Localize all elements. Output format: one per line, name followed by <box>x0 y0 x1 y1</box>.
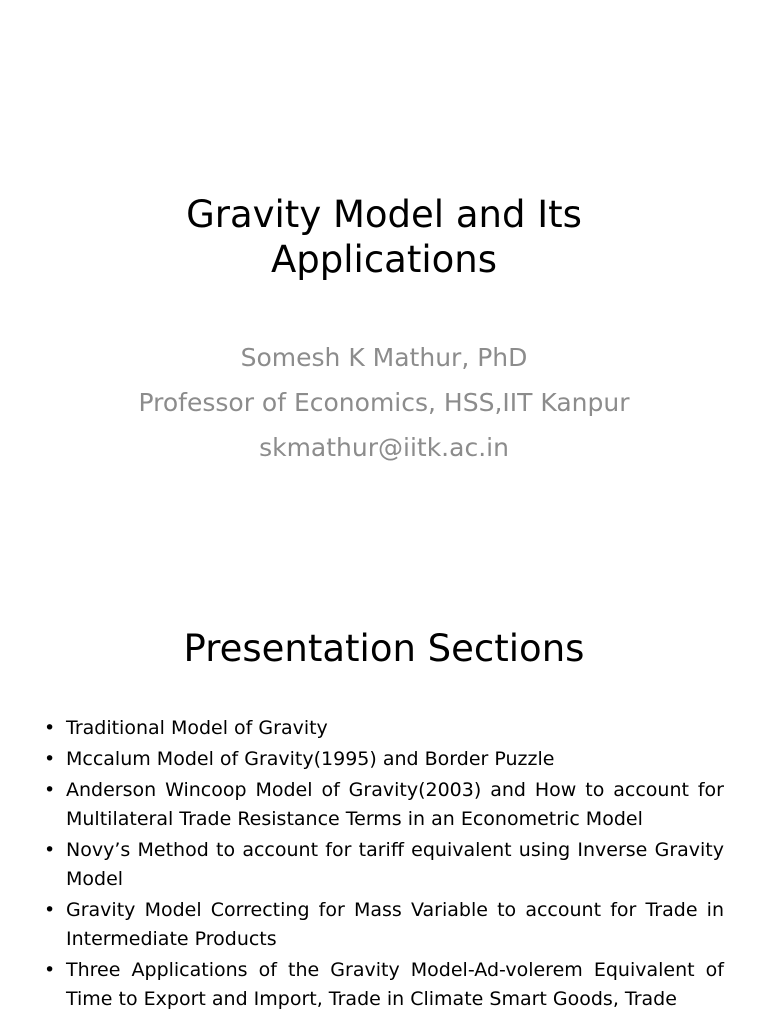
author-name: Somesh K Mathur, PhD <box>240 343 528 372</box>
list-item-text: Traditional Model of Gravity <box>66 717 328 739</box>
slide-title <box>0 192 768 282</box>
sections-list <box>44 714 724 1016</box>
list-item <box>44 745 724 774</box>
bullet-icon: • <box>44 779 56 801</box>
list-item-text: Novy’s Method to account for tariff equivalent using Inverse Gravity Model <box>66 839 724 890</box>
author-email: skmathur@iitk.ac.in <box>259 433 509 462</box>
sections-slide <box>0 576 768 1024</box>
list-item <box>44 896 724 954</box>
list-item-text: Mccalum Model of Gravity(1995) and Border Puzzle <box>66 748 555 770</box>
slide-subtitle <box>0 335 768 470</box>
bullet-icon: • <box>44 839 56 861</box>
list-item <box>44 714 724 743</box>
bullet-icon: • <box>44 959 56 981</box>
list-item-text: Three Applications of the Gravity Model-Ad-volerem Equivalent of Time to Export and Import, Trade in Climate Smart Goods, Trade <box>66 959 724 1010</box>
list-item-text: Anderson Wincoop Model of Gravity(2003) and How to account for Multilateral Trade Resistance Terms in an Econometric Model <box>66 779 724 830</box>
list-item <box>44 956 724 1014</box>
author-affiliation: Professor of Economics, HSS,IIT Kanpur <box>138 388 630 417</box>
title-line-1: Gravity Model and Its <box>186 193 582 236</box>
bullet-icon: • <box>44 748 56 770</box>
list-item <box>44 776 724 834</box>
bullet-icon: • <box>44 717 56 739</box>
sections-title: Presentation Sections <box>183 627 585 670</box>
list-item <box>44 836 724 894</box>
bullet-icon: • <box>44 899 56 921</box>
title-line-2: Applications <box>270 238 497 281</box>
list-item-text: Gravity Model Correcting for Mass Variable to account for Trade in Intermediate Products <box>66 899 724 950</box>
